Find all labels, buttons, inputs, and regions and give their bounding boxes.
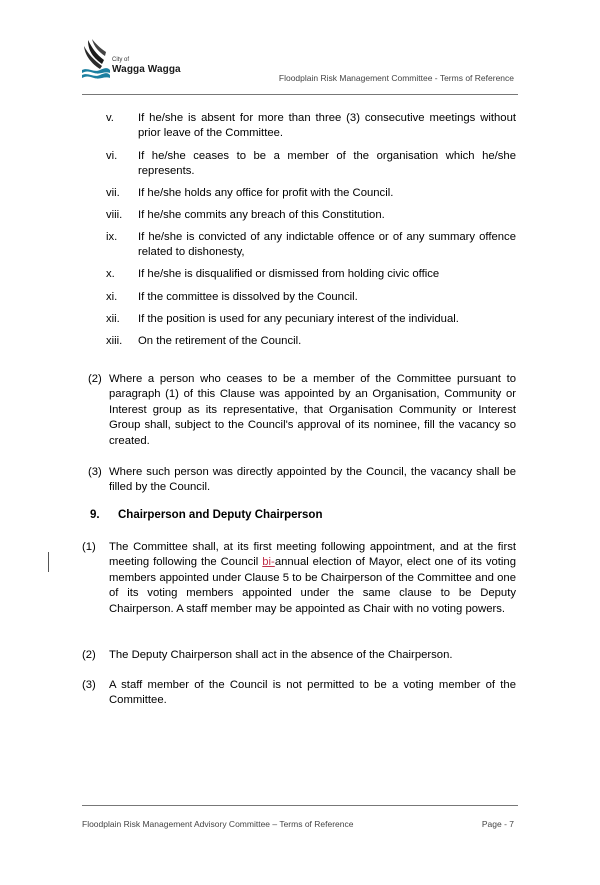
paragraph-text: Where a person who ceases to be a member of the Committee pursuant to paragraph (1) of this Clause was appointed by an Organisation, Community or Interest group as its representative, that Organisation Community or Interest Group shall, subject to the Council's approval of its nominee, fill the vacancy so created. [109,373,516,447]
list-item [106,290,516,305]
paragraph-text: A staff member of the Council is not permitted to be a voting member of the Committee. [109,679,516,707]
list-item-text: If he/she is convicted of any indictable offence or of any summary offence related to dishonesty, [138,231,516,259]
list-item-text: If he/she ceases to be a member of the organisation which he/she represents. [138,150,516,178]
clause-paragraph [82,540,516,617]
change-bar [48,552,49,572]
footer-title: Floodplain Risk Management Advisory Committee – Terms of Reference [82,819,354,829]
list-item [106,111,516,142]
paragraph-text: The Deputy Chairperson shall act in the absence of the Chairperson. [109,649,453,661]
paragraph-number: (3) [88,466,102,478]
paragraph-number: (2) [88,373,102,385]
list-item-number: vi. [106,150,118,162]
list-item [106,334,516,349]
wagga-wagga-logo-icon [82,38,110,80]
spelling-flag: bi- [262,556,275,569]
paragraph-number: (1) [82,541,96,553]
clause-paragraph [82,648,516,663]
list-item-number: v. [106,112,114,124]
list-item-text: If the committee is dissolved by the Council. [138,291,358,303]
council-logo [82,38,202,82]
logo-name-text: Wagga Wagga [112,64,181,75]
paragraph-text-end: annual election of Mayor, elect one of its voting members appointed under Clause 5 to be Chairperson of the Committee and one of its voting members appointed under the same clause to be Deputy Chairperson. A staff member may be appointed as Chair with no voting powers. [109,556,516,615]
list-item-number: xi. [106,291,118,303]
list-item-number: viii. [106,209,123,221]
list-item [106,312,516,327]
list-item-number: ix. [106,231,118,243]
paragraph-text: Where such person was directly appointed by the Council, the vacancy shall be filled by the Council. [109,466,516,494]
header-divider [82,94,518,95]
list-item [106,208,516,223]
clause-paragraph [82,678,516,709]
list-item-number: xiii. [106,335,123,347]
section-number: 9. [90,509,100,521]
footer-divider [82,805,518,806]
list-item-text: On the retirement of the Council. [138,335,302,347]
paragraph-number: (3) [82,679,96,691]
clause-paragraph [88,372,516,449]
list-item [106,186,516,201]
clause-paragraph [88,465,516,496]
list-item-text: If he/she holds any office for profit with the Council. [138,187,394,199]
page-number: Page - 7 [481,819,514,829]
paragraph-text-start: The Committee shall, at its first meeting following appointment, and at the first meeting following the Council [109,541,516,569]
list-item-number: xii. [106,313,120,325]
paragraph-number: (2) [82,649,96,661]
list-item-number: vii. [106,187,120,199]
section-title: Chairperson and Deputy Chairperson [118,509,323,521]
list-item [106,149,516,180]
list-item-text: If he/she commits any breach of this Constitution. [138,209,385,221]
list-item-text: If he/she is absent for more than three (3) consecutive meetings without prior leave of the Committee. [138,112,516,140]
paragraph-text [109,540,516,617]
section-heading [90,509,322,521]
list-item-text: If the position is used for any pecuniary interest of the individual. [138,313,459,325]
header-title: Floodplain Risk Management Committee - Terms of Reference [278,73,514,83]
logo-city-text: City of [112,57,130,63]
list-item [106,230,516,261]
list-item-number: x. [106,268,115,280]
list-item-text: If he/she is disqualified or dismissed from holding civic office [138,268,440,280]
list-item [106,267,516,282]
